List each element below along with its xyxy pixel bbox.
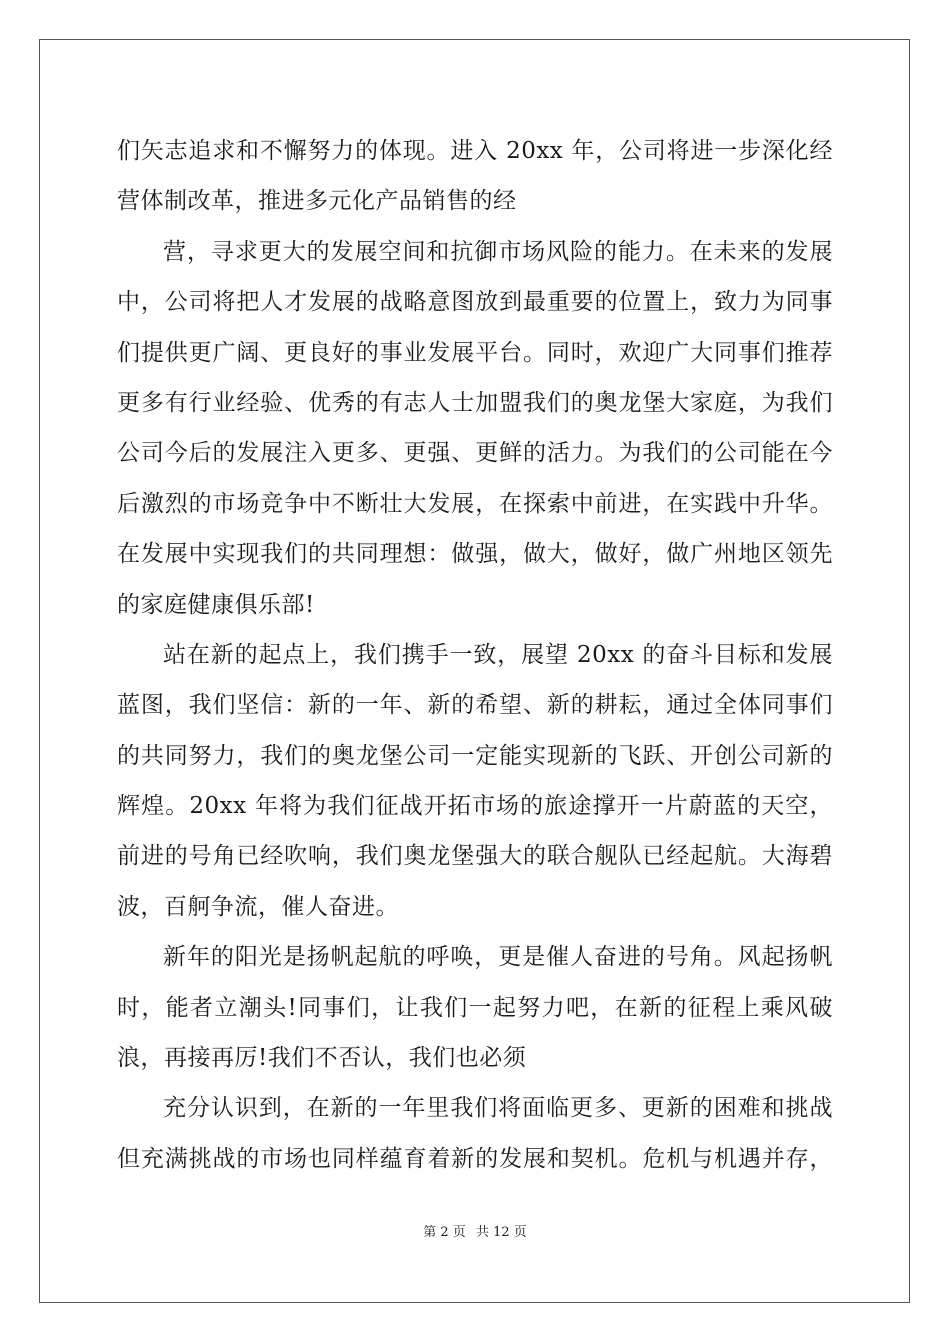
- text-line: 更多有行业经验、优秀的有志人士加盟我们的奥龙堡大家庭，为我们: [117, 389, 833, 416]
- text-line: 辉煌。20xx 年将为我们征战开拓市场的旅途撑开一片蔚蓝的天空，: [117, 793, 833, 820]
- text-line: 波，百舸争流，催人奋进。: [117, 893, 399, 920]
- text-line: 前进的号角已经吹响，我们奥龙堡强大的联合舰队已经起航。大海碧: [117, 843, 833, 870]
- text-line: 们矢志追求和不懈努力的体现。进入 20xx 年，公司将进一步深化经: [117, 138, 833, 164]
- page-total: 共 12 页: [475, 1225, 527, 1240]
- text-line: 的家庭健康俱乐部!: [117, 591, 315, 618]
- text-line: 蓝图，我们坚信：新的一年、新的希望、新的耕耘，通过全体同事们: [117, 692, 833, 719]
- text-line: 充分认识到，在新的一年里我们将面临更多、更新的困难和挑战: [163, 1095, 833, 1122]
- text-line: 在发展中实现我们的共同理想：做强，做大，做好，做广州地区领先: [117, 541, 833, 568]
- text-line: 后激烈的市场竞争中不断壮大发展，在探索中前进，在实践中升华。: [117, 490, 833, 517]
- text-line: 营体制改革，推进多元化产品销售的经: [117, 188, 517, 215]
- text-line: 公司今后的发展注入更多、更强、更鲜的活力。为我们的公司能在今: [117, 440, 833, 467]
- text-line: 站在新的起点上，我们携手一致，展望 20xx 的奋斗目标和发展: [163, 641, 833, 668]
- page-footer: [0, 1221, 950, 1240]
- page-number: 第 2 页: [423, 1225, 466, 1240]
- text-line: 时，能者立潮头!同事们，让我们一起努力吧，在新的征程上乘风破: [117, 994, 833, 1021]
- text-line: 中，公司将把人才发展的战略意图放到最重要的位置上，致力为同事: [117, 289, 833, 316]
- text-line: 们提供更广阔、更良好的事业发展平台。同时，欢迎广大同事们推荐: [117, 339, 833, 366]
- text-line: 新年的阳光是扬帆起航的呼唤，更是催人奋进的号角。风起扬帆: [163, 944, 833, 971]
- text-line: 营，寻求更大的发展空间和抗御市场风险的能力。在未来的发展: [163, 238, 833, 265]
- text-line: 的共同努力，我们的奥龙堡公司一定能实现新的飞跃、开创公司新的: [117, 742, 833, 769]
- text-line: 浪，再接再厉!我们不否认，我们也必须: [117, 1045, 527, 1072]
- text-line: 但充满挑战的市场也同样蕴育着新的发展和契机。危机与机遇并存，: [117, 1145, 833, 1172]
- document-body: [117, 126, 833, 1184]
